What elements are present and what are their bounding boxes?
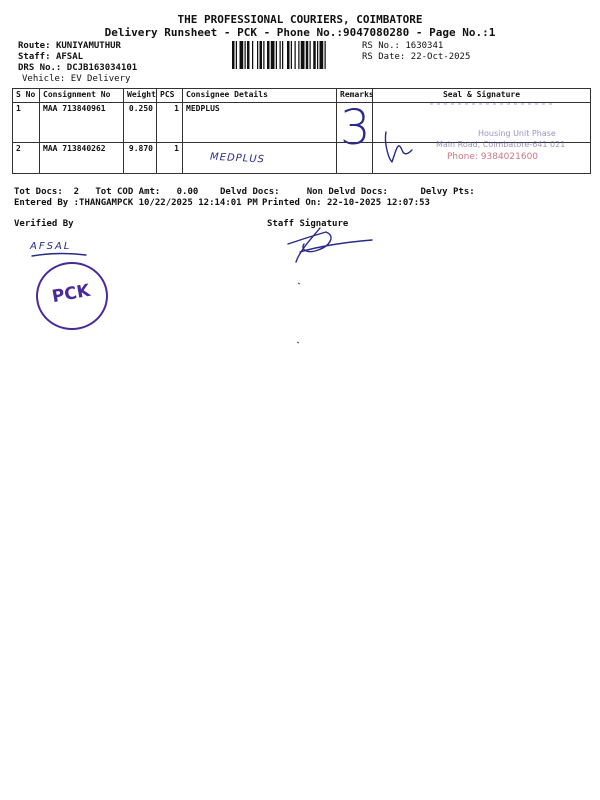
barcode-bar bbox=[282, 41, 283, 69]
header-weight: Weight bbox=[124, 89, 157, 103]
barcode-bar bbox=[267, 41, 270, 69]
barcode-bar bbox=[306, 41, 309, 69]
staff-row bbox=[18, 52, 83, 62]
seal-line1: Housing Unit Phase bbox=[478, 129, 556, 138]
entered-by: Entered By :THANGAMPCK 10/22/2025 12:14:01 PM bbox=[14, 198, 258, 208]
header-sno: S No bbox=[13, 89, 40, 103]
barcode-bar bbox=[320, 41, 324, 69]
vehicle-value: EV Delivery bbox=[70, 74, 131, 84]
remarks-mark: 3 bbox=[340, 100, 371, 156]
route-row bbox=[18, 41, 121, 51]
barcode-bar bbox=[236, 41, 237, 69]
cell-weight: 9.870 bbox=[124, 143, 157, 174]
barcode-bar bbox=[240, 41, 244, 69]
barcode-bar bbox=[247, 41, 250, 69]
rs-date-value: 22-Oct-2025 bbox=[410, 52, 471, 62]
barcode-bar bbox=[271, 41, 275, 69]
staff-value: AFSAL bbox=[55, 52, 84, 62]
rs-no-row bbox=[362, 41, 443, 51]
cell-pcs: 1 bbox=[157, 143, 183, 174]
barcode-bar bbox=[317, 41, 318, 69]
barcode-bar bbox=[295, 41, 296, 69]
cell-pcs: 1 bbox=[157, 103, 183, 143]
barcode-bar bbox=[252, 41, 253, 69]
barcode-bar bbox=[313, 41, 316, 69]
header-seal-signature: Seal & Signature bbox=[373, 89, 591, 103]
barcode-bar bbox=[298, 41, 299, 69]
company-title: THE PROFESSIONAL COURIERS, COIMBATORE bbox=[177, 13, 423, 26]
barcode-bar bbox=[291, 41, 292, 69]
tot-cod-value: 0.00 bbox=[176, 187, 199, 197]
barcode-bar bbox=[232, 41, 235, 69]
barcode-bar bbox=[287, 41, 290, 69]
non-delvd-docs-label: Non Delvd Docs: bbox=[306, 187, 388, 197]
drs-label: DRS No.: bbox=[18, 63, 62, 73]
barcode-bar bbox=[257, 41, 258, 69]
rs-date-label: RS Date: bbox=[362, 52, 406, 62]
route-label: Route: bbox=[18, 41, 51, 51]
verifier-underline bbox=[32, 254, 86, 256]
cell-weight: 0.250 bbox=[124, 103, 157, 143]
tot-docs-label: Tot Docs: bbox=[14, 187, 63, 197]
header-pcs: PCS bbox=[157, 89, 183, 103]
vehicle-row bbox=[22, 74, 130, 84]
barcode-bar bbox=[310, 41, 311, 69]
vehicle-label: Vehicle: bbox=[22, 74, 66, 84]
barcode-bar bbox=[260, 41, 263, 69]
header-remarks: Remarks bbox=[337, 89, 373, 103]
barcode-bar bbox=[276, 41, 277, 69]
tot-docs-value: 2 bbox=[73, 187, 80, 197]
barcode-bar bbox=[280, 41, 281, 69]
cell-consignment: MAA 713840262 bbox=[40, 143, 124, 174]
staff-signature-scribble bbox=[288, 228, 372, 262]
header-consignee-details: Consignee Details bbox=[183, 89, 337, 103]
staff-signature-label: Staff Signature bbox=[267, 219, 349, 229]
stray-mark bbox=[297, 342, 299, 343]
tot-cod-label: Tot COD Amt: bbox=[95, 187, 161, 197]
barcode-bar bbox=[263, 41, 264, 69]
drs-value: DCJB163034101 bbox=[66, 63, 138, 73]
runsheet-subtitle: Delivery Runsheet - PCK - Phone No.:9047080280 - Page No.:1 bbox=[104, 26, 496, 39]
pck-stamp-text: PCK bbox=[50, 280, 92, 308]
seal-line2: Main Road, Coimbatore-641 021 bbox=[436, 140, 566, 149]
delvy-pts-label: Delvy Pts: bbox=[420, 187, 475, 197]
barcode bbox=[232, 41, 357, 69]
totals-row bbox=[14, 187, 475, 197]
barcode-bar bbox=[301, 41, 305, 69]
cell-sno: 1 bbox=[13, 103, 40, 143]
table-header-row bbox=[13, 89, 591, 103]
drs-row bbox=[18, 63, 137, 73]
rs-no-label: RS No.: bbox=[362, 41, 400, 51]
verified-by-label: Verified By bbox=[14, 219, 74, 229]
staff-label: Staff: bbox=[18, 52, 51, 62]
delvd-docs-label: Delvd Docs: bbox=[219, 187, 280, 197]
rs-date-row bbox=[362, 52, 470, 62]
cell-sno: 2 bbox=[13, 143, 40, 174]
stray-mark bbox=[298, 283, 300, 284]
printed-on: Printed On: 22-10-2025 12:07:53 bbox=[262, 198, 430, 208]
route-value: KUNIYAMUTHUR bbox=[55, 41, 121, 51]
barcode-bar bbox=[325, 41, 326, 69]
seal-phone: Phone: 9384021600 bbox=[447, 152, 539, 162]
rs-no-value: 1630341 bbox=[405, 41, 444, 51]
cell-consignment: MAA 713840961 bbox=[40, 103, 124, 143]
header-consignment-no: Consignment No bbox=[40, 89, 124, 103]
cell-consignee: MEDPLUS bbox=[183, 103, 337, 143]
barcode-bar bbox=[245, 41, 246, 69]
handwritten-consignee-note: MEDPLUS bbox=[209, 151, 266, 166]
handwritten-verifier-name: AFSAL bbox=[30, 241, 72, 252]
